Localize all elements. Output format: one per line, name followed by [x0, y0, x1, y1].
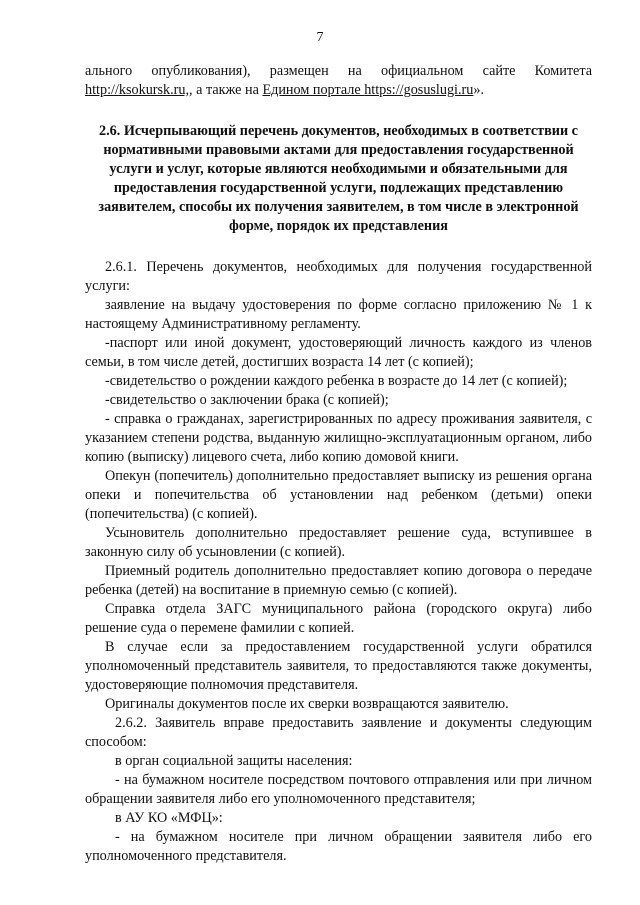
paragraph-adopter: Усыновитель дополнительно предоставляет решение суда, вступившее в законную силу об усыновлении (с копией).	[85, 525, 592, 560]
paragraph-residence-certificate: - справка о гражданах, зарегистрированных по адресу проживания заявителя, с указанием степени родства, выданную жилищно-эксплуатационным органом, либо копию (выписку) лицевого счета, либо копию домовой книги.	[85, 411, 592, 465]
paragraph-guardian: Опекун (попечитель) дополнительно предоставляет выписку из решения органа опеки и попечительства об установлении над ребенком (детьми) опеки (попечительства) (с копией).	[85, 468, 592, 522]
paragraph-representative: В случае если за предоставлением государственной услуги обратился уполномоченный представитель заявителя, то предоставляются также документы, удостоверяющие полномочия представителя.	[85, 639, 592, 693]
unified-portal-link-label[interactable]: Едином портале	[262, 82, 365, 98]
page-number: 7	[316, 30, 324, 45]
paragraph-marriage-certificate: -свидетельство о заключении брака (с копией);	[105, 392, 389, 408]
paragraph-foster-parent: Приемный родитель дополнительно предоставляет копию договора о передаче ребенка (детей) на воспитание в приемную семью (с копией).	[85, 563, 592, 598]
paragraph-paper-mail: - на бумажном носителе посредством почтового отправления или при личном обращении заявителя либо его уполномоченного представителя;	[85, 772, 592, 807]
intro-text-before: ального опубликования), размещен на официальном сайте Комитета	[85, 63, 592, 79]
section-heading: 2.6. Исчерпывающий перечень документов, необходимых в соответствии с нормативными правовыми актами для предоставления государственной услуги и услуг, которые являются необходимыми и обязательными для предоставления государственной услуги, подлежащих представлению заявителем, способы их получения заявителем, в том числе в электронной форме, порядок их представления	[98, 123, 579, 234]
paragraph-zags-certificate: Справка отдела ЗАГС муниципального района (городского округа) либо решение суда о перемене фамилии с копией.	[85, 601, 592, 636]
paragraph-2-6-2: 2.6.2. Заявитель вправе предоставить заявление и документы следующим способом:	[85, 715, 592, 750]
paragraph-2-6-1: 2.6.1. Перечень документов, необходимых для получения государственной услуги:	[85, 259, 592, 294]
paragraph-mfc: в АУ КО «МФЦ»:	[115, 810, 223, 826]
intro-text-after: ».	[473, 82, 485, 98]
intro-text-between: , а также на	[189, 82, 263, 98]
committee-site-link[interactable]: http://ksokursk.ru,	[85, 82, 190, 98]
paragraph-paper-personal: - на бумажном носителе при личном обращении заявителя либо его уполномоченного представителя.	[85, 829, 592, 864]
intro-paragraph	[85, 62, 592, 100]
paragraph-application: заявление на выдачу удостоверения по форме согласно приложению № 1 к настоящему Административному регламенту.	[85, 297, 592, 332]
paragraph-passport: -паспорт или иной документ, удостоверяющий личность каждого из членов семьи, в том числе детей, достигших возраста 14 лет (с копией);	[85, 335, 592, 370]
document-body	[85, 62, 592, 866]
gosuslugi-link[interactable]: https://gosuslugi.ru	[364, 82, 474, 98]
paragraph-birth-certificate: -свидетельство о рождении каждого ребенка в возрасте до 14 лет (с копией);	[105, 373, 568, 389]
paragraph-originals-returned: Оригиналы документов после их сверки возвращаются заявителю.	[105, 696, 509, 712]
paragraph-social-protection-body: в орган социальной защиты населения:	[115, 753, 353, 769]
